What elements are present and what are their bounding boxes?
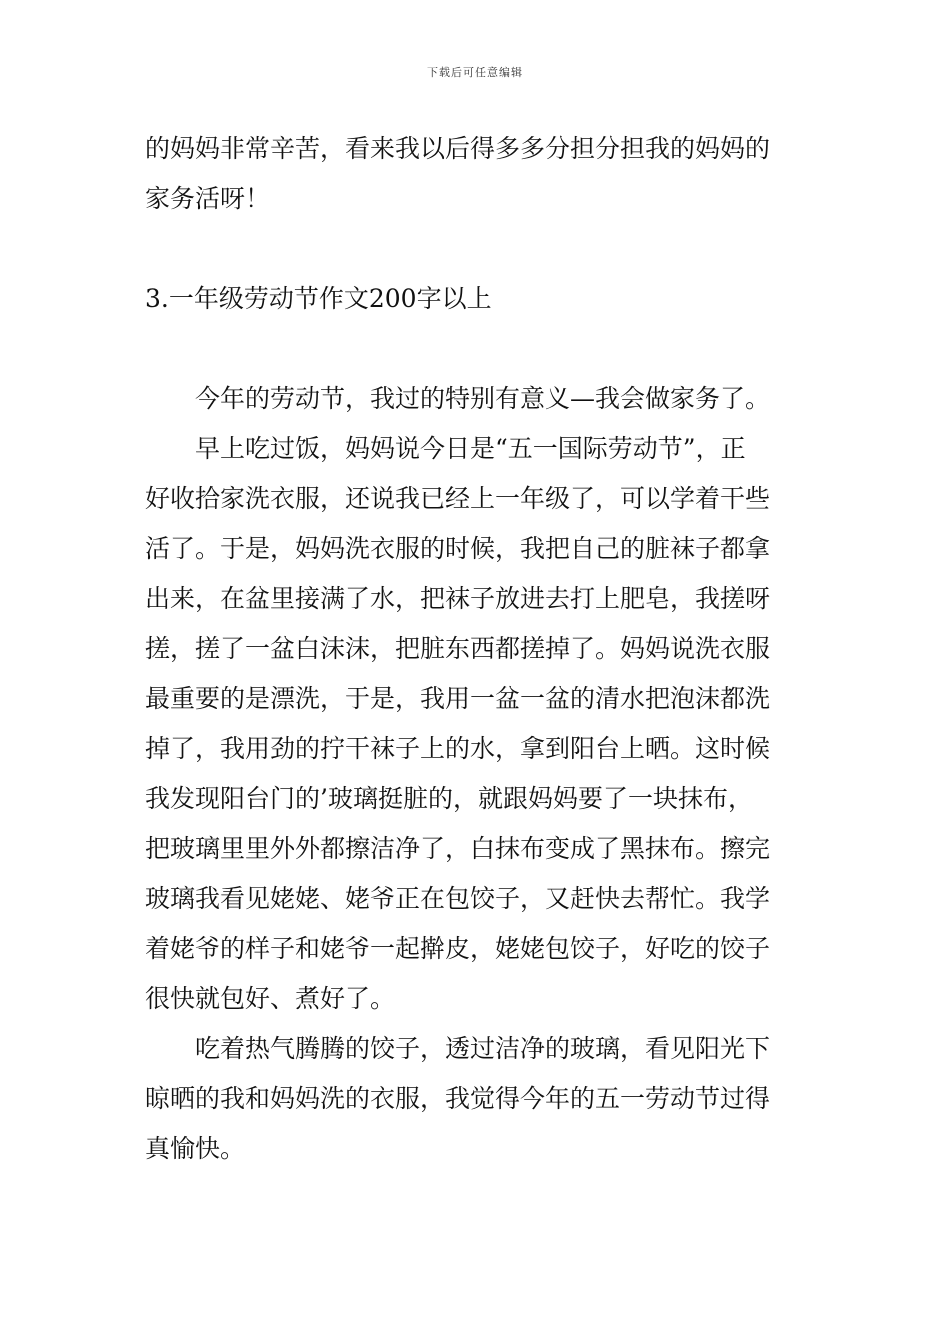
continued-paragraph: 的妈妈非常辛苦，看来我以后得多多分担分担我的妈妈的 家务活呀！ — [145, 134, 771, 213]
page-header-note: 下载后可任意编辑 — [427, 66, 523, 79]
essay-paragraph-1: 今年的劳动节，我过的特别有意义—我会做家务了。 — [195, 384, 771, 413]
section-heading: 3.一年级劳动节作文200字以上 — [145, 284, 492, 313]
essay-paragraph-2: 早上吃过饭，妈妈说今日是“五一国际劳动节”，正 好收拾家洗衣服，还说我已经上一年级了，可以学着干些 活了。于是，妈妈洗衣服的时候，我把自己的脏袜子都拿 出来，在盆里接满了水，把袜子放进去打上肥皂，我搓呀 搓，搓了一盆白沫沫，把脏东西都搓掉了。妈妈说洗衣服 最重要的是漂洗，于是，我用一盆一盆的清水把泡沫都洗 掉了，我用劲的拧干袜子上的水，拿到阳台上晒。这时候 我发现阳台门的’玻璃挺脏的，就跟妈妈要了一块抹布， 把玻璃里里外外都擦洁净了，白抹布变成了黑抹布。擦完 玻璃我看见姥姥、姥爷正在包饺子，又赶快去帮忙。我学 着姥爷的样子和姥爷一起擀皮，姥姥包饺子，好吃的饺子 很快就包好、煮好了。 — [145, 434, 771, 1013]
document-body — [145, 124, 810, 1174]
essay-paragraph-3: 吃着热气腾腾的饺子，透过洁净的玻璃，看见阳光下 晾晒的我和妈妈洗的衣服，我觉得今年的五一劳动节过得 真愉快。 — [145, 1034, 771, 1163]
